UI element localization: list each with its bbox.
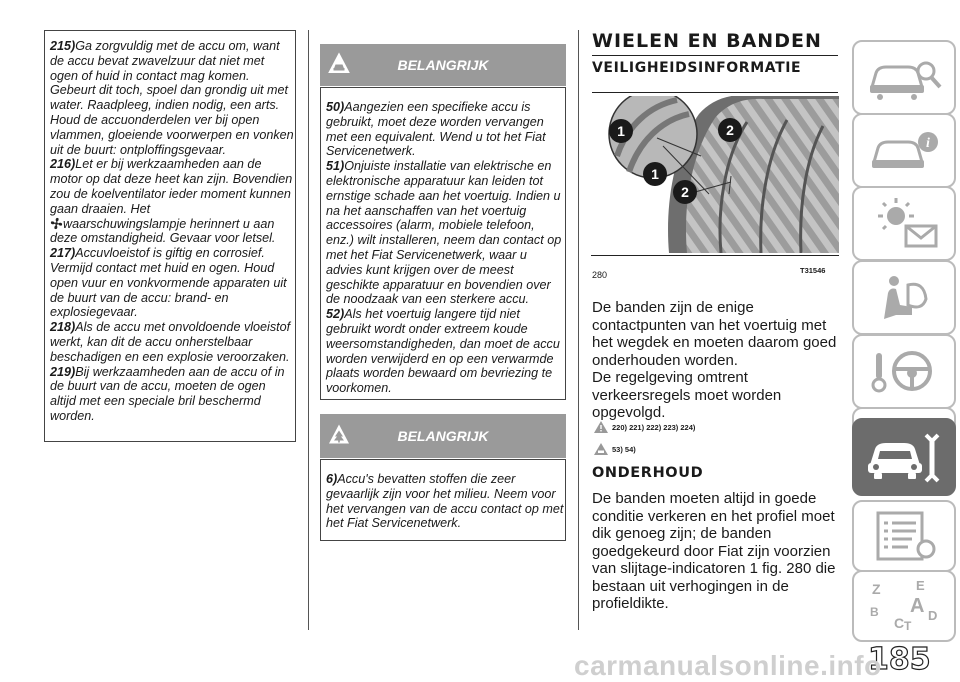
warning-item: waarschuwingslampje herinnert u aan deze omstandigheid. Gevaar voor letsel. xyxy=(50,216,276,246)
callout-label: 2 xyxy=(681,184,689,200)
column-divider xyxy=(308,30,309,630)
belangrijk-box xyxy=(320,459,566,541)
warning-item: 219)Bij werkzaamheden aan de accu of in de buurt van de accu, moeten de ogen altijd met een speciale bril beschermd worden. xyxy=(50,364,285,423)
body-paragraph: De banden zijn de enige contactpunten van het voertuig met het wegdek en moeten daarom goed onderhouden worden. xyxy=(592,299,837,369)
svg-text:T: T xyxy=(904,619,912,633)
tab-technical-data[interactable] xyxy=(852,500,956,572)
note-item: 6)Accu's bevatten stoffen die zeer gevaarlijk zijn voor het milieu. Neem voor het vervangen van de accu contact op met het Fiat Servicenetwerk. xyxy=(326,472,564,531)
figure-rule xyxy=(591,255,839,256)
belangrijk-box xyxy=(320,87,566,400)
svg-text:i: i xyxy=(926,135,930,151)
warning-item: 216)Let er bij werkzaamheden aan de motor op dat deze heet kan zijn. Bovendien zou de koelventilator ieder moment kunnen gaan draaien. Het xyxy=(50,157,293,216)
tab-warning-lights[interactable] xyxy=(852,186,956,261)
svg-text:Z: Z xyxy=(872,581,881,597)
svg-text:D: D xyxy=(928,608,938,623)
belangrijk-title: BELANGRIJK xyxy=(397,57,489,73)
section-subtitle: VEILIGHEIDSINFORMATIE xyxy=(592,60,802,76)
belangrijk-header xyxy=(320,44,566,86)
title-rule xyxy=(592,92,838,93)
note-references xyxy=(594,443,636,455)
tab-maintenance[interactable] xyxy=(852,418,956,496)
car-warning-icon xyxy=(594,443,608,455)
car-warning-icon xyxy=(328,53,350,78)
car-info-icon xyxy=(864,126,944,176)
airbag-seat-icon xyxy=(864,271,944,325)
steering-wheel-key-icon xyxy=(864,345,944,399)
svg-text:E: E xyxy=(916,578,925,593)
reference-list: 53) 54) xyxy=(612,444,636,454)
callout-badge xyxy=(718,118,742,142)
callout-badge xyxy=(609,119,633,143)
section-subtitle: ONDERHOUD xyxy=(592,465,704,481)
warning-box-left xyxy=(44,30,296,442)
note-item: 51)Onjuiste installatie van elektrische en elektronische apparatuur kan leiden tot ernstige schade aan het voertuig. Indien u na het aanschaffen van het voertuig accessoires (alarm, mobiele telefoon, enz.) wilt installeren, neem dan contact op met het Fiat Servicenetwerk, waar u advies kunt krijgen over de meest geschikte apparatuur en bovendien over de noodzaak van een sterkere accu. xyxy=(326,159,562,307)
page-number: 185 xyxy=(868,642,931,677)
section-title: WIELEN EN BANDEN xyxy=(592,30,822,52)
body-paragraph: De banden moeten altijd in goede conditie verkeren en het profiel moet dik genoeg zijn; de banden goedgekeurd door Fiat zijn voorzien van slijtage-indicatoren 1 fig. 280 die bestaan uit verhogingen in de profieldikte. xyxy=(592,490,836,612)
belangrijk-text xyxy=(326,100,564,396)
belangrijk-header xyxy=(320,414,566,458)
warning-item: 215)Ga zorgvuldig met de accu om, want de accu bevat zwavelzuur dat niet met ogen of huid in contact mag komen. Gebeurt dit toch, spoel dan grondig uit met water. Raadpleeg, indien nodig, een arts. Houd de accuonderdelen ver bij open vlammen, gloeiende voorwerpen en vonken uit de buurt: ontploffingsgevaar. xyxy=(50,39,294,157)
tab-starting-driving[interactable] xyxy=(852,334,956,409)
callout-badge xyxy=(673,180,697,204)
body-paragraph: De regelgeving omtrent verkeersregels moet worden opgevolgd. xyxy=(592,369,782,421)
warning-item: 217)Accuvloeistof is giftig en corrosief. Vermijd contact met huid en ogen. Houd open vuur en vonkvormende apparaten uit de buurt van de accu: brand- en explosiegevaar. xyxy=(50,246,287,320)
figure-code: T31546 xyxy=(800,266,826,275)
alphabetical-index-icon xyxy=(864,576,944,636)
svg-text:B: B xyxy=(870,605,879,619)
callout-label: 1 xyxy=(617,123,625,139)
car-maintenance-icon xyxy=(862,429,946,485)
tire-illustration xyxy=(591,96,839,253)
warning-text-left xyxy=(50,39,295,424)
callout-badge xyxy=(643,162,667,186)
warning-item: 218)Als de accu met onvoldoende vloeistof werkt, kan dit de accu onherstelbaar beschadigen en een explosie veroorzaken. xyxy=(50,320,291,364)
car-search-icon xyxy=(864,53,944,103)
tab-index[interactable] xyxy=(852,570,956,642)
callout-label: 1 xyxy=(651,166,659,182)
tire-figure xyxy=(591,96,839,253)
tab-dashboard[interactable] xyxy=(852,113,956,188)
figure-number: 280 xyxy=(592,270,608,280)
technical-data-list-icon xyxy=(864,509,944,563)
title-rule xyxy=(592,55,838,56)
tree-environment-icon xyxy=(328,424,350,449)
column-divider xyxy=(578,30,579,630)
watermark: carmanualsonline.info xyxy=(574,650,882,681)
fan-warning-icon xyxy=(50,217,63,230)
warning-light-message-icon xyxy=(864,196,944,252)
note-item: 52)Als het voertuig langere tijd niet gebruikt wordt onder extreem koude weersomstandigheden, dan moet de accu worden verwijderd en op een verwarmde plaats worden bewaard om bevriezing te voorkomen. xyxy=(326,307,560,396)
svg-text:C: C xyxy=(894,615,905,631)
note-item: 50)Aangezien een specifieke accu is gebruikt, moet deze worden vervangen met een equivalent. Wend u tot het Fiat Servicenetwerk. xyxy=(326,100,546,159)
tab-safety[interactable] xyxy=(852,260,956,335)
callout-label: 2 xyxy=(726,122,734,138)
warning-triangle-icon xyxy=(594,421,608,433)
svg-text:A: A xyxy=(910,595,925,617)
warning-references xyxy=(594,421,695,433)
reference-list: 220) 221) 222) 223) 224) xyxy=(612,422,696,432)
belangrijk-text xyxy=(326,472,564,531)
belangrijk-title: BELANGRIJK xyxy=(397,428,489,444)
tab-getting-to-know-car[interactable] xyxy=(852,40,956,115)
